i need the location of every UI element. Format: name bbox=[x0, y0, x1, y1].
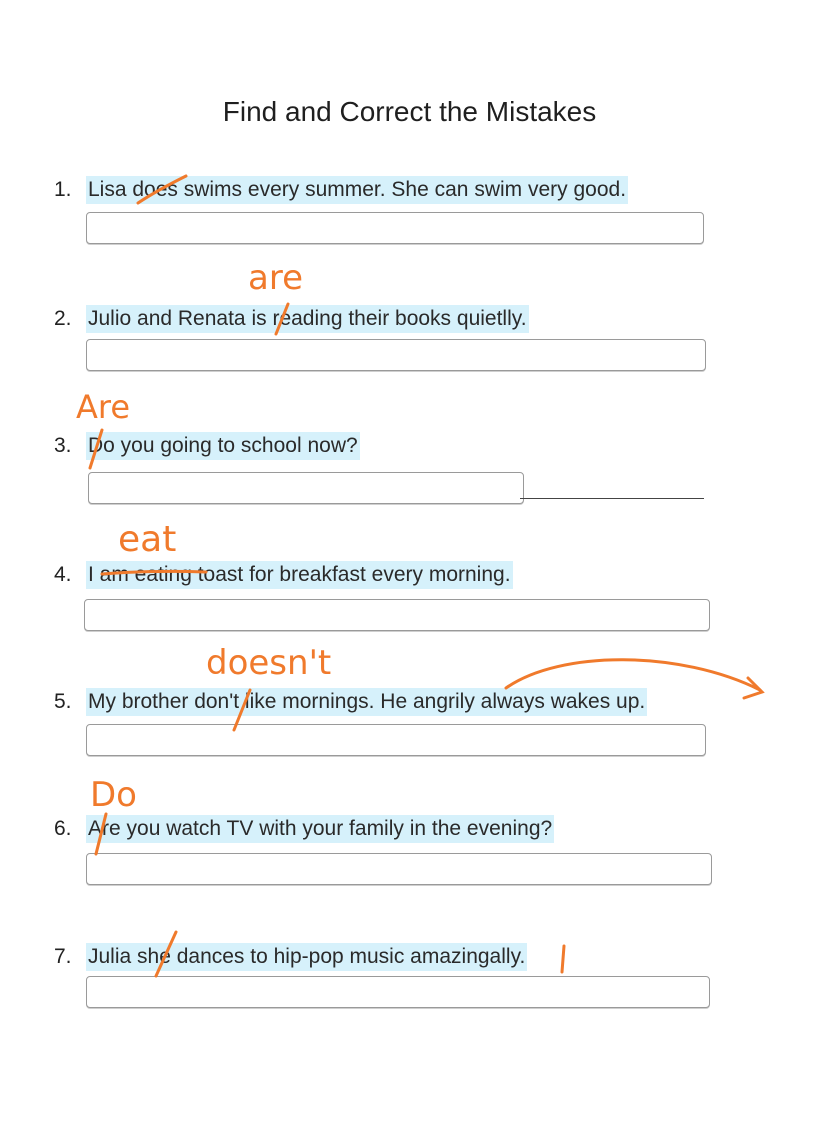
correction-text: Are bbox=[76, 388, 131, 426]
answer-box-1[interactable] bbox=[86, 212, 704, 244]
question-number: 2. bbox=[54, 307, 72, 330]
worksheet-title: Find and Correct the Mistakes bbox=[222, 96, 597, 127]
question-sentence: Julio and Renata is reading their books quietlly. bbox=[86, 305, 529, 333]
question-number: 4. bbox=[54, 563, 72, 586]
arrow-head-mark bbox=[744, 678, 762, 698]
correction-text: eat bbox=[118, 519, 177, 560]
question-sentence: Are you watch TV with your family in the evening? bbox=[86, 815, 554, 843]
question-number: 3. bbox=[54, 434, 72, 457]
question-number: 1. bbox=[54, 178, 72, 201]
question-number: 7. bbox=[54, 945, 72, 968]
arrow-mark bbox=[506, 660, 760, 690]
question-sentence: Lisa does swims every summer. She can swim very good. bbox=[86, 176, 628, 204]
question-sentence: Do you going to school now? bbox=[86, 432, 360, 460]
answer-box-5[interactable] bbox=[86, 724, 706, 756]
answer-underline bbox=[520, 498, 704, 499]
strike-mark bbox=[562, 946, 564, 972]
correction-text: doesn't bbox=[206, 643, 332, 683]
answer-box-7[interactable] bbox=[86, 976, 710, 1008]
answer-box-4[interactable] bbox=[84, 599, 710, 631]
correction-text: Do bbox=[90, 775, 137, 815]
answer-box-2[interactable] bbox=[86, 339, 706, 371]
answer-box-3[interactable] bbox=[88, 472, 524, 504]
question-sentence: I am eating toast for breakfast every morning. bbox=[86, 561, 513, 589]
answer-box-6[interactable] bbox=[86, 853, 712, 885]
question-sentence: Julia she dances to hip-pop music amazingally. bbox=[86, 943, 527, 971]
question-number: 5. bbox=[54, 690, 72, 713]
question-number: 6. bbox=[54, 817, 72, 840]
correction-text: are bbox=[248, 258, 303, 298]
question-sentence: My brother don't like mornings. He angrily always wakes up. bbox=[86, 688, 647, 716]
